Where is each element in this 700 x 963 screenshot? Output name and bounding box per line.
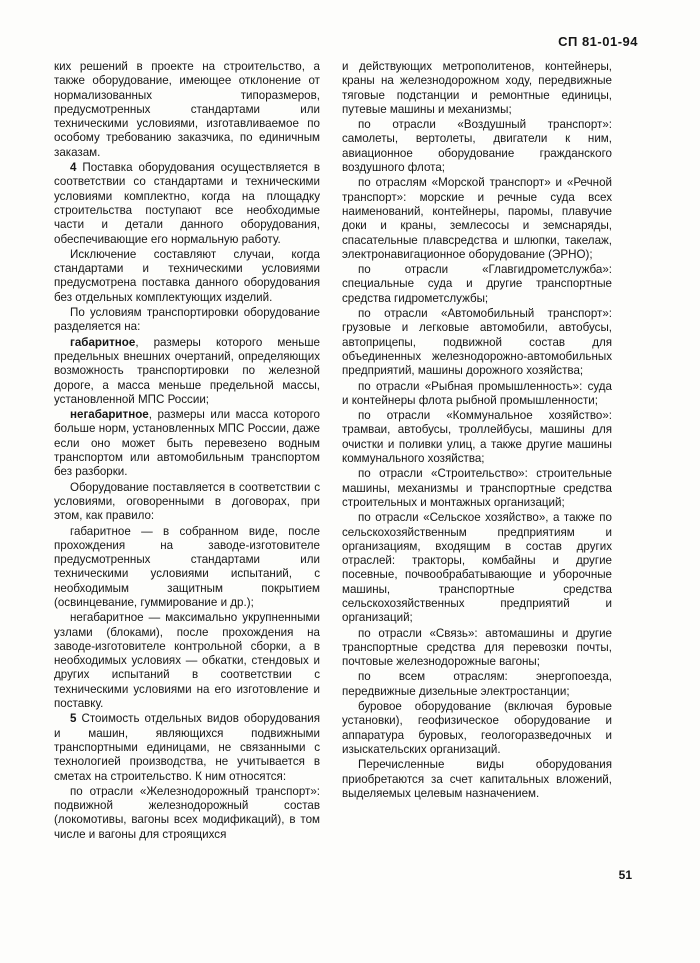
defined-term: габаритное — [70, 335, 136, 349]
paragraph-text: Оборудование поставляется в соответствии с условиями, оговоренными в договорах, при этом, как правило: — [54, 480, 320, 523]
paragraph: буровое оборудование (включая буровые установки), геофизическое оборудование и аппаратура буровых, геологоразведочных и изыскательских организаций. — [342, 700, 612, 756]
paragraph — [54, 161, 320, 247]
paragraph-text: Стоимость отдельных видов оборудования и машин, являющихся подвижными транспортными единицами, не связанными с технологией производства, не учитывается в сметах на строительство. К ним относятся: — [54, 712, 320, 783]
paragraph: по отрасли «Рыбная промышленность»: суда и контейнеры флота рыбной промышленности; — [342, 379, 612, 407]
paragraph — [54, 481, 320, 524]
paragraph: и действующих метрополитенов, контейнеры, краны на железнодорожном ходу, передвижные тяговые подстанции и ремонтные единицы, путевые машины и механизмы; — [342, 60, 612, 116]
paragraph: по отрасли «Воздушный транспорт»: самолеты, вертолеты, двигатели к ним, авиационное оборудование гражданского воздушного флота; — [342, 118, 612, 175]
paragraph-text: По условиям транспортировки оборудование разделяется на: — [54, 306, 320, 334]
paragraph: по отрасли «Главгидрометслужба»: специальные суда и другие транспортные средства гидрометслужбы; — [342, 263, 612, 305]
paragraph: по отрасли «Связь»: автомашины и другие транспортные средства для перевозки почты, почтовые железнодорожные вагоны; — [342, 626, 612, 669]
paragraph — [54, 336, 320, 407]
paragraph — [54, 408, 320, 479]
paragraph-text: , размеры или масса которого больше норм, установленных МПС России, даже если оно может быть перевезено водным транспортом или автомобильным транспортом без разборки. — [54, 408, 320, 479]
paragraph-text: по отрасли «Железнодорожный транспорт»: подвижной железнодорожный состав (локомотивы, вагоны всех модификаций), в том числе и вагоны для строящихся — [54, 784, 320, 841]
paragraph-text: ких решений в проекте на строительство, а также оборудование, имеющее отклонение от нормализованных типоразмеров, предусмотренных стандартами или техническими условиями, изготавливаемое по особому требованию заказчика, по единичным заказам. — [54, 60, 320, 159]
paragraph: по всем отраслям: энергопоезда, передвижные дизельные электростанции; — [342, 670, 612, 698]
paragraph: по отрасли «Коммунальное хозяйство»: трамваи, автобусы, троллейбусы, машины для очистки и поливки улиц, а также другие машины коммунального хозяйства; — [342, 409, 612, 466]
paragraph: по отрасли «Сельское хозяйство», а также по сельскохозяйственным предприятиям и организациям, входящим в состав других отраслей: тракторы, комбайны и другие посевные, почвообрабатывающие и уборочные машины, транспортные средства сельскохозяйственных предприятий и организаций; — [342, 511, 612, 625]
right-column — [342, 60, 612, 801]
paragraph: по отраслям «Морской транспорт» и «Речной транспорт»: морские и речные суда всех наименований, контейнеры, паромы, плавучие доки и краны, землесосы и земснаряды, спасательные плавсредства и шлюпки, такелаж, электронавигационное оборудование (ЭРНО); — [342, 176, 612, 261]
paragraph — [54, 785, 320, 842]
paragraph — [54, 306, 320, 335]
left-column — [54, 60, 320, 842]
paragraph-text: габаритное — в собранном виде, после прохождения на заводе-изготовителе предусмотренных стандартами или техническими условиями испытаний, с необходимым защитным покрытием (освинцевание, гуммирование и др.); — [54, 524, 320, 609]
page-number: 51 — [618, 868, 632, 882]
paragraph — [54, 248, 320, 305]
paragraph — [54, 60, 320, 160]
paragraph: по отрасли «Автомобильный транспорт»: грузовые и легковые автомобили, автобусы, автоприцепы, подвижной состав для объединенных железнодорожно-автомобильных предприятий, машины дорожного хозяйства; — [342, 307, 612, 378]
paragraph-text: Исключение составляют случаи, когда стандартами и техническими условиями предусмотрена поставка данного оборудования без отдельных комплектующих изделий. — [54, 247, 320, 304]
paragraph — [54, 712, 320, 783]
clause-number: 4 — [70, 161, 77, 175]
paragraph — [54, 525, 320, 611]
document-code: СП 81-01-94 — [558, 34, 638, 49]
clause-number: 5 — [70, 712, 77, 726]
paragraph: Перечисленные виды оборудования приобретаются за счет капитальных вложений, выделяемых целевым назначением. — [342, 758, 612, 800]
paragraph — [54, 611, 320, 711]
defined-term: негабаритное — [70, 408, 149, 422]
paragraph-text: негабаритное — максимально укрупненными узлами (блоками), после прохождения на заводе-изготовителе контрольной сборки, а в необходимых условиях — обкатки, стендовых и других испытаний в соответствии с техническими условиями на его изготовление и поставку. — [54, 611, 320, 711]
paragraph: по отрасли «Строительство»: строительные машины, механизмы и транспортные средства строительных и монтажных организаций; — [342, 467, 612, 509]
paragraph-text: , размеры которого меньше предельных внешних очертаний, определяющих возможность транспортировки по железной дороге, а масса меньше предельной массы, установленной МПС России; — [54, 335, 320, 406]
paragraph-text: Поставка оборудования осуществляется в соответствии со стандартами и техническими условиями комплектно, когда на площадку строительства поступают все необходимые части и детали данного оборудования, обеспечивающие его нормальную работу. — [54, 161, 320, 246]
